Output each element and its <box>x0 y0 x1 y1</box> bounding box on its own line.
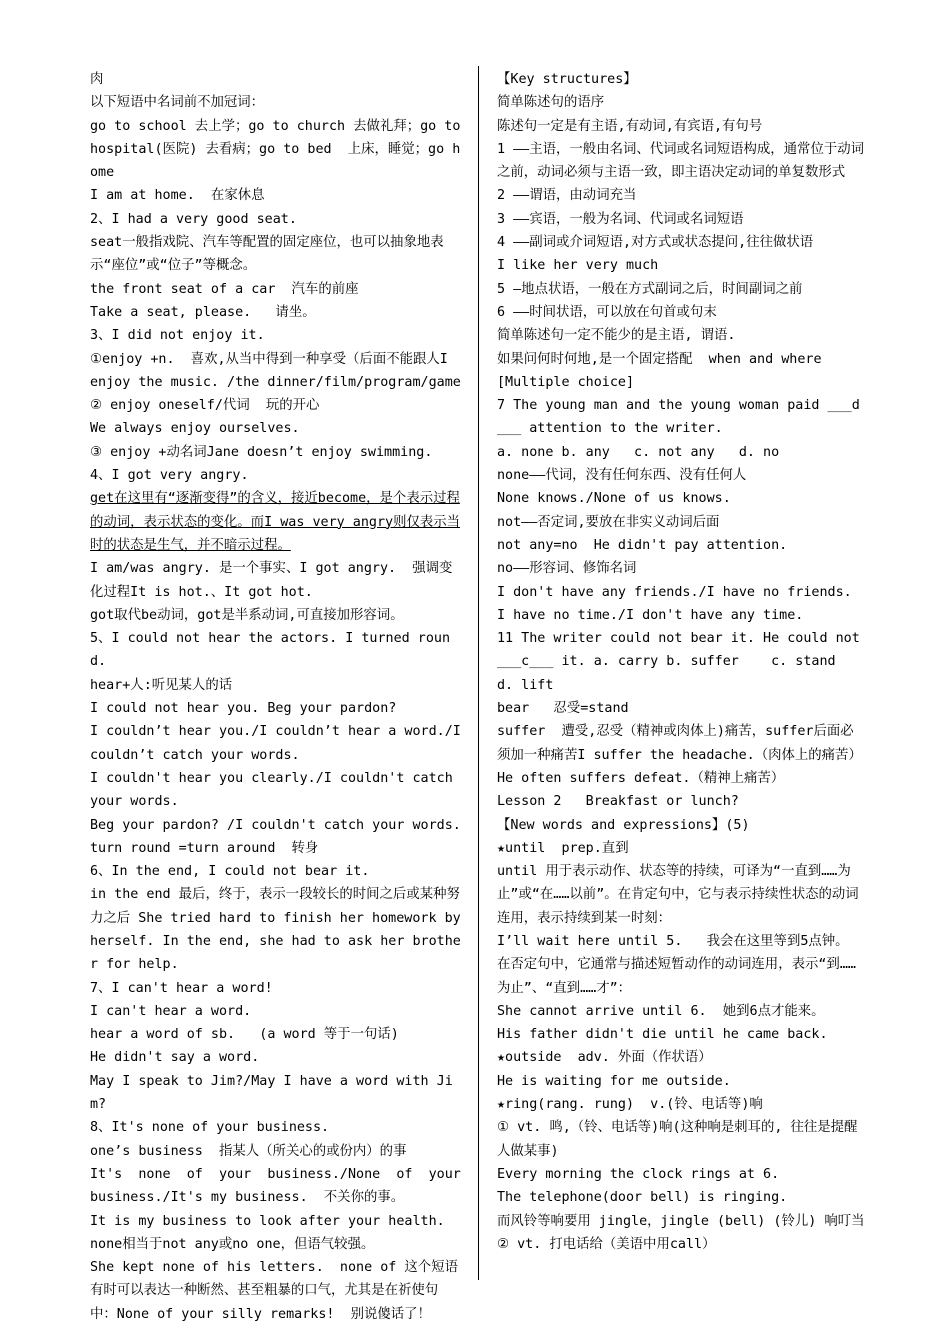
text-line: I couldn't hear you clearly./I couldn't catch your words. <box>90 770 461 810</box>
text-line: the front seat of a car 汽车的前座 <box>90 281 359 297</box>
text-line: 在否定句中，它通常与描述短暂动作的动词连用，表示“到……为止”、“直到……才”： <box>497 957 856 996</box>
text-line: 8、It's none of your business. <box>90 1120 330 1136</box>
column-divider <box>478 66 479 1280</box>
text-line: I couldn’t hear you./I couldn’t hear a word./I couldn’t catch your words. <box>90 724 469 763</box>
text-line: 7、I can't hear a word! <box>90 980 273 996</box>
text-line: go to school 去上学；go to church 去做礼拜；go to hospital(医院) 去看病；go to bed 上床，睡觉；go home <box>90 118 469 181</box>
text-line: 【New words and expressions】(5) <box>497 817 750 833</box>
text-line: I don't have any friends./I have no friends. <box>497 584 852 600</box>
text-line: Lesson 2 Breakfast or lunch? <box>497 794 739 810</box>
text-line: 2、I had a very good seat. <box>90 211 297 227</box>
text-line: 以下短语中名词前不加冠词： <box>90 95 265 111</box>
text-line: none相当于not any或no one，但语气较强。 <box>90 1236 375 1252</box>
text-line: ② vt. 打电话给（美语中用call） <box>497 1236 716 1252</box>
text-line: not——否定词,要放在非实义动词后面 <box>497 514 720 530</box>
right-column <box>497 68 876 1304</box>
text-line: ② enjoy oneself/代词 玩的开心 <box>90 398 320 414</box>
text-line: 【Key structures】 <box>497 72 637 87</box>
text-line: one’s business 指某人（所关心的或份内）的事 <box>90 1143 407 1159</box>
text-line: in the end 最后，终于，表示一段较长的时间之后或某种努力之后 She tried hard to finish her homework by herself. In the end, she had to ask her brother for help. <box>90 887 469 973</box>
text-line: 如果问何时何地,是一个固定搭配 when and where <box>497 351 822 367</box>
text-line: not any=no He didn't pay attention. <box>497 537 788 553</box>
text-line: ①enjoy +n. 喜欢,从当中得到一种享受（后面不能跟人I enjoy the music. /the dinner/film/program/game <box>90 351 461 390</box>
text-line: Beg your pardon? /I couldn't catch your words. <box>90 817 461 833</box>
text-line: 7 The young man and the young woman paid ___d___ attention to the writer. <box>497 398 860 437</box>
text-line: ★until prep.直到 <box>497 840 629 856</box>
left-column <box>90 68 469 1322</box>
text-line: hear+人:听见某人的话 <box>90 677 233 693</box>
text-line: suffer 遭受,忍受（精神或肉体上)痛苦，suffer后面必须加一种痛苦I suffer the headache.（肉体上的痛苦）He often suffers defeat.（精神上痛苦） <box>497 724 862 786</box>
text-line: His father didn't die until he came back. <box>497 1027 828 1043</box>
text-line: a. none b. any c. not any d. no <box>497 444 780 460</box>
text-line: ③ enjoy +动名词Jane doesn’t enjoy swimming. <box>90 444 433 460</box>
text-line: bear 忍受=stand <box>497 701 629 717</box>
text-line: I am at home. 在家休息 <box>90 188 265 204</box>
text-line: ★ring(rang. rung) v.(铃、电话等)响 <box>497 1097 763 1113</box>
text-line: 5 —地点状语，一般在方式副词之后，时间副词之前 <box>497 281 803 297</box>
text-line: Take a seat, please. 请坐。 <box>90 304 316 320</box>
text-line: 5、I could not hear the actors. I turned round. <box>90 631 451 670</box>
text-line: until 用于表示动作、状态等的持续，可译为“一直到……为止”或“在……以前”。在肯定句中，它与表示持续性状态的动词连用，表示持续到某一时刻： <box>497 864 859 926</box>
text-line: Every morning the clock rings at 6. <box>497 1166 780 1182</box>
text-line: no——形容词、修饰名词 <box>497 561 637 577</box>
text-line: 而风铃等响要用 jingle，jingle (bell) (铃儿) 响叮当 <box>497 1213 865 1229</box>
text-line: None knows./None of us knows. <box>497 491 731 507</box>
text-line: 简单陈述句一定不能少的是主语, 谓语. <box>497 328 736 344</box>
text-line: none——代词，没有任何东西、没有任何人 <box>497 468 747 484</box>
text-line: 3、I did not enjoy it. <box>90 328 265 344</box>
text-line: 11 The writer could not bear it. He could not ___c___ it. a. carry b. suffer c. stand d. lift <box>497 631 876 693</box>
text-line: 6 ——时间状语，可以放在句首或句末 <box>497 304 717 320</box>
text-line: ① vt. 鸣,（铃、电话等)响(这种响是刺耳的, 往往是提醒人做某事) <box>497 1120 858 1159</box>
text-line: The telephone(door bell) is ringing. <box>497 1190 788 1206</box>
text-line: I like her very much <box>497 258 659 274</box>
text-line: It's none of your business./None of your business./It's my business. 不关你的事。 <box>90 1166 469 1206</box>
text-line: hear a word of sb. (a word 等于一句话) <box>90 1027 399 1043</box>
text-line: 3 ——宾语，一般为名词、代词或名词短语 <box>497 211 744 227</box>
text-line: get在这里有“逐渐变得”的含义，接近become，是个表示过程的动词，表示状态的变化。而I was very angry则仅表示当时的状态是生气，并不暗示过程。 <box>90 491 461 553</box>
text-line: [Multiple choice] <box>497 374 635 390</box>
text-line: seat一般指戏院、汽车等配置的固定座位，也可以抽象地表示“座位”或“位子”等概念。 <box>90 235 444 274</box>
text-line: I am/was angry. 是一个事实、I got angry. 强调变化过程It is hot.、It got hot. <box>90 561 453 600</box>
text-line: He didn't say a word. <box>90 1050 260 1066</box>
text-line: 1 ——主语，一般由名词、代词或名词短语构成，通常位于动词之前，动词必须与主语一致，即主语决定动词的单复数形式 <box>497 141 865 181</box>
text-line: 2 ——谓语，由动词充当 <box>497 188 637 204</box>
text-line: 4 ——副词或介词短语,对方式或状态提问,往往做状语 <box>497 235 814 251</box>
text-line: 4、I got very angry. <box>90 468 249 484</box>
text-line: It is my business to look after your health. <box>90 1213 445 1229</box>
text-line: 6、In the end, I could not bear it. <box>90 864 370 880</box>
text-line: 简单陈述句的语序 <box>497 95 605 111</box>
text-line: She cannot arrive until 6. 她到6点才能来。 <box>497 1003 825 1019</box>
text-line: ★outside adv. 外面（作状语） <box>497 1050 712 1066</box>
text-line: She kept none of his letters. none of 这个短语有时可以表达一种断然、甚至粗暴的口气，尤其是在祈使句中：None of your silly remarks! 别说傻话了！ <box>90 1260 458 1322</box>
text-line: I can't hear a word. <box>90 1003 252 1019</box>
text-line: 陈述句一定是有主语,有动词,有宾语,有句号 <box>497 118 763 134</box>
text-line: got取代be动词，got是半系动词,可直接加形容词。 <box>90 607 404 623</box>
text-line: 肉 <box>90 72 104 87</box>
text-line: May I speak to Jim?/May I have a word with Jim? <box>90 1073 453 1113</box>
text-line: turn round =turn around 转身 <box>90 840 319 856</box>
text-line: I’ll wait here until 5. 我会在这里等到5点钟。 <box>497 933 849 949</box>
text-line: He is waiting for me outside. <box>497 1073 731 1089</box>
text-line: I have no time./I don't have any time. <box>497 607 804 623</box>
text-line: We always enjoy ourselves. <box>90 421 300 437</box>
text-line: I could not hear you. Beg your pardon? <box>90 701 397 717</box>
